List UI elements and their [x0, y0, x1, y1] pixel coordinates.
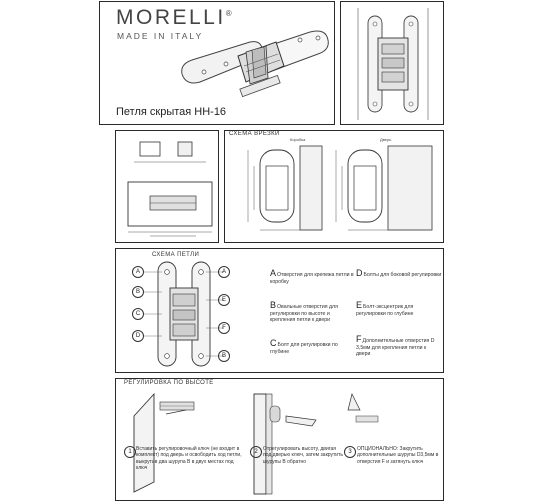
callout-c-left: C — [132, 308, 144, 320]
legend-c: CБолт для регулировки по глубине — [270, 338, 338, 355]
step-1-number: 1 — [124, 446, 136, 458]
frame-label: Коробка — [290, 137, 306, 142]
step-1-text: Вставить регулировочный ключ (не входит в комплект) под дверь и освободить ход петли, выкрутив два шурупа В в двух местах под ключ — [136, 446, 242, 471]
legend-b: BОвальные отверстия для регулировки по высоте и крепления петли к двери — [270, 300, 338, 324]
door-label: Дверь — [380, 137, 392, 142]
callout-b-right: B — [218, 350, 230, 362]
callout-a-right: A — [218, 266, 230, 278]
callout-d-left: D — [132, 330, 144, 342]
callout-a-left: A — [132, 266, 144, 278]
hinge-front-drawing — [348, 8, 438, 120]
step-3-text: ОПЦИОНАЛЬНО: Закрутить дополнительные шурупы D3,5мм в отверстия F и затянуть ключ — [357, 446, 439, 465]
step-3-number: 3 — [344, 446, 356, 458]
legend-e: EБолт-эксцентрик для регулировки по глубине — [356, 300, 414, 317]
cut-scheme-drawing — [230, 140, 442, 240]
callout-b-left: B — [132, 286, 144, 298]
legend-f: FДополнительные отверстия D 3,5мм для крепления петли к двери — [356, 334, 435, 358]
cut-scheme-title: СХЕМА ВРЕЗКИ — [229, 131, 280, 137]
height-adjust-drawing — [120, 386, 440, 498]
callout-e-right: E — [218, 294, 230, 306]
step-2-text: Отрегулировать высоту, двигая под дверью ключ, затем закрутить шурупы В обратно — [263, 446, 343, 465]
section-drawing — [120, 136, 216, 240]
callout-f-right: F — [218, 322, 230, 334]
legend-a: AОтверстия для крепежа петли в коробку — [270, 268, 354, 285]
step-2-number: 2 — [250, 446, 262, 458]
hinge-product-illustration — [180, 22, 330, 102]
height-adjust-title: РЕГУЛИРОВКА ПО ВЫСОТЕ — [124, 380, 214, 386]
legend-d: DБолты для боковой регулировки — [356, 268, 442, 278]
brand-tagline: MADE IN ITALY — [117, 31, 204, 41]
hinge-scheme-title: СХЕМА ПЕТЛИ — [152, 252, 200, 258]
product-title: Петля скрытая НН-16 — [116, 106, 227, 118]
brand-logo: MORELLI® — [116, 6, 232, 29]
hinge-scheme-drawing — [140, 258, 230, 370]
